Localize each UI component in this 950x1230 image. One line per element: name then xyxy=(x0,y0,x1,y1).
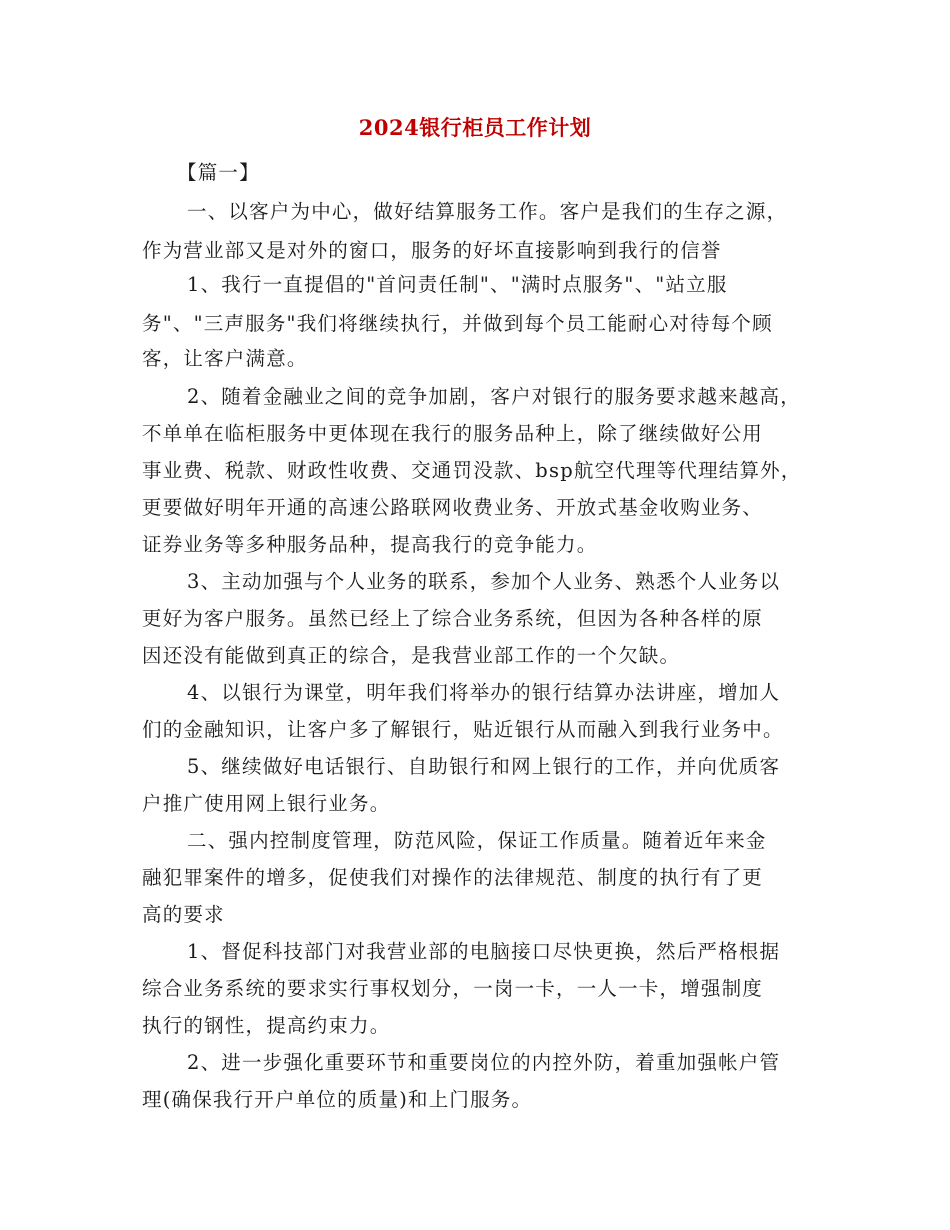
paragraph-line: 2、随着金融业之间的竞争加剧，客户对银行的服务要求越来越高， xyxy=(187,385,801,408)
paragraph-line: 执行的钢性，提高约束力。 xyxy=(142,1014,391,1037)
document-title: 2024银行柜员工作计划 xyxy=(358,115,592,140)
paragraph-line: 1、督促科技部门对我营业部的电脑接口尽快更换，然后严格根据 xyxy=(187,940,781,963)
paragraph-line: 不单单在临柜服务中更体现在我行的服务品种上，除了继续做好公用 xyxy=(142,422,764,445)
paragraph-line: 融犯罪案件的增多，促使我们对操作的法律规范、制度的执行有了更 xyxy=(142,866,764,889)
paragraph-line: 一、以客户为中心，做好结算服务工作。客户是我们的生存之源， xyxy=(187,200,788,223)
paragraph-line: 5、继续做好电话银行、自助银行和网上银行的工作，并向优质客 xyxy=(187,755,781,778)
paragraph-line: 4、以银行为课堂，明年我们将举办的银行结算办法讲座，增加人 xyxy=(187,681,781,704)
paragraph-line: 客，让客户满意。 xyxy=(142,347,308,370)
paragraph-line: 综合业务系统的要求实行事权划分，一岗一卡，一人一卡，增强制度 xyxy=(142,977,764,1000)
paragraph-line: 二、强内控制度管理，防范风险，保证工作质量。随着近年来金 xyxy=(187,829,767,852)
paragraph-line: 作为营业部又是对外的窗口，服务的好坏直接影响到我行的信誉 xyxy=(142,239,722,262)
paragraph-line: 们的金融知识，让客户多了解银行，贴近银行从而融入到我行业务中。 xyxy=(142,718,784,741)
paragraph-line: 更好为客户服务。虽然已经上了综合业务系统，但因为各种各样的原 xyxy=(142,607,764,630)
paragraph-line: 1、我行一直提倡的"首问责任制"、"满时点服务"、"站立服 xyxy=(187,273,728,296)
paragraph-line: 理(确保我行开户单位的质量)和上门服务。 xyxy=(142,1088,533,1111)
section-heading: 【篇一】 xyxy=(177,161,260,184)
paragraph-line: 高的要求 xyxy=(142,903,225,926)
paragraph-line: 因还没有能做到真正的综合，是我营业部工作的一个欠缺。 xyxy=(142,644,681,667)
paragraph-line: 证券业务等多种服务品种，提高我行的竞争能力。 xyxy=(142,533,598,556)
paragraph-line: 3、主动加强与个人业务的联系，参加个人业务、熟悉个人业务以 xyxy=(187,570,781,593)
paragraph-line: 务"、"三声服务"我们将继续执行，并做到每个员工能耐心对待每个顾 xyxy=(142,312,773,335)
paragraph-line: 事业费、税款、财政性收费、交通罚没款、bsp航空代理等代理结算外， xyxy=(142,459,802,482)
paragraph-line: 户推广使用网上银行业务。 xyxy=(142,792,391,815)
paragraph-line: 2、进一步强化重要环节和重要岗位的内控外防，着重加强帐户管 xyxy=(187,1051,781,1074)
paragraph-line: 更要做好明年开通的高速公路联网收费业务、开放式基金收购业务、 xyxy=(142,496,764,519)
